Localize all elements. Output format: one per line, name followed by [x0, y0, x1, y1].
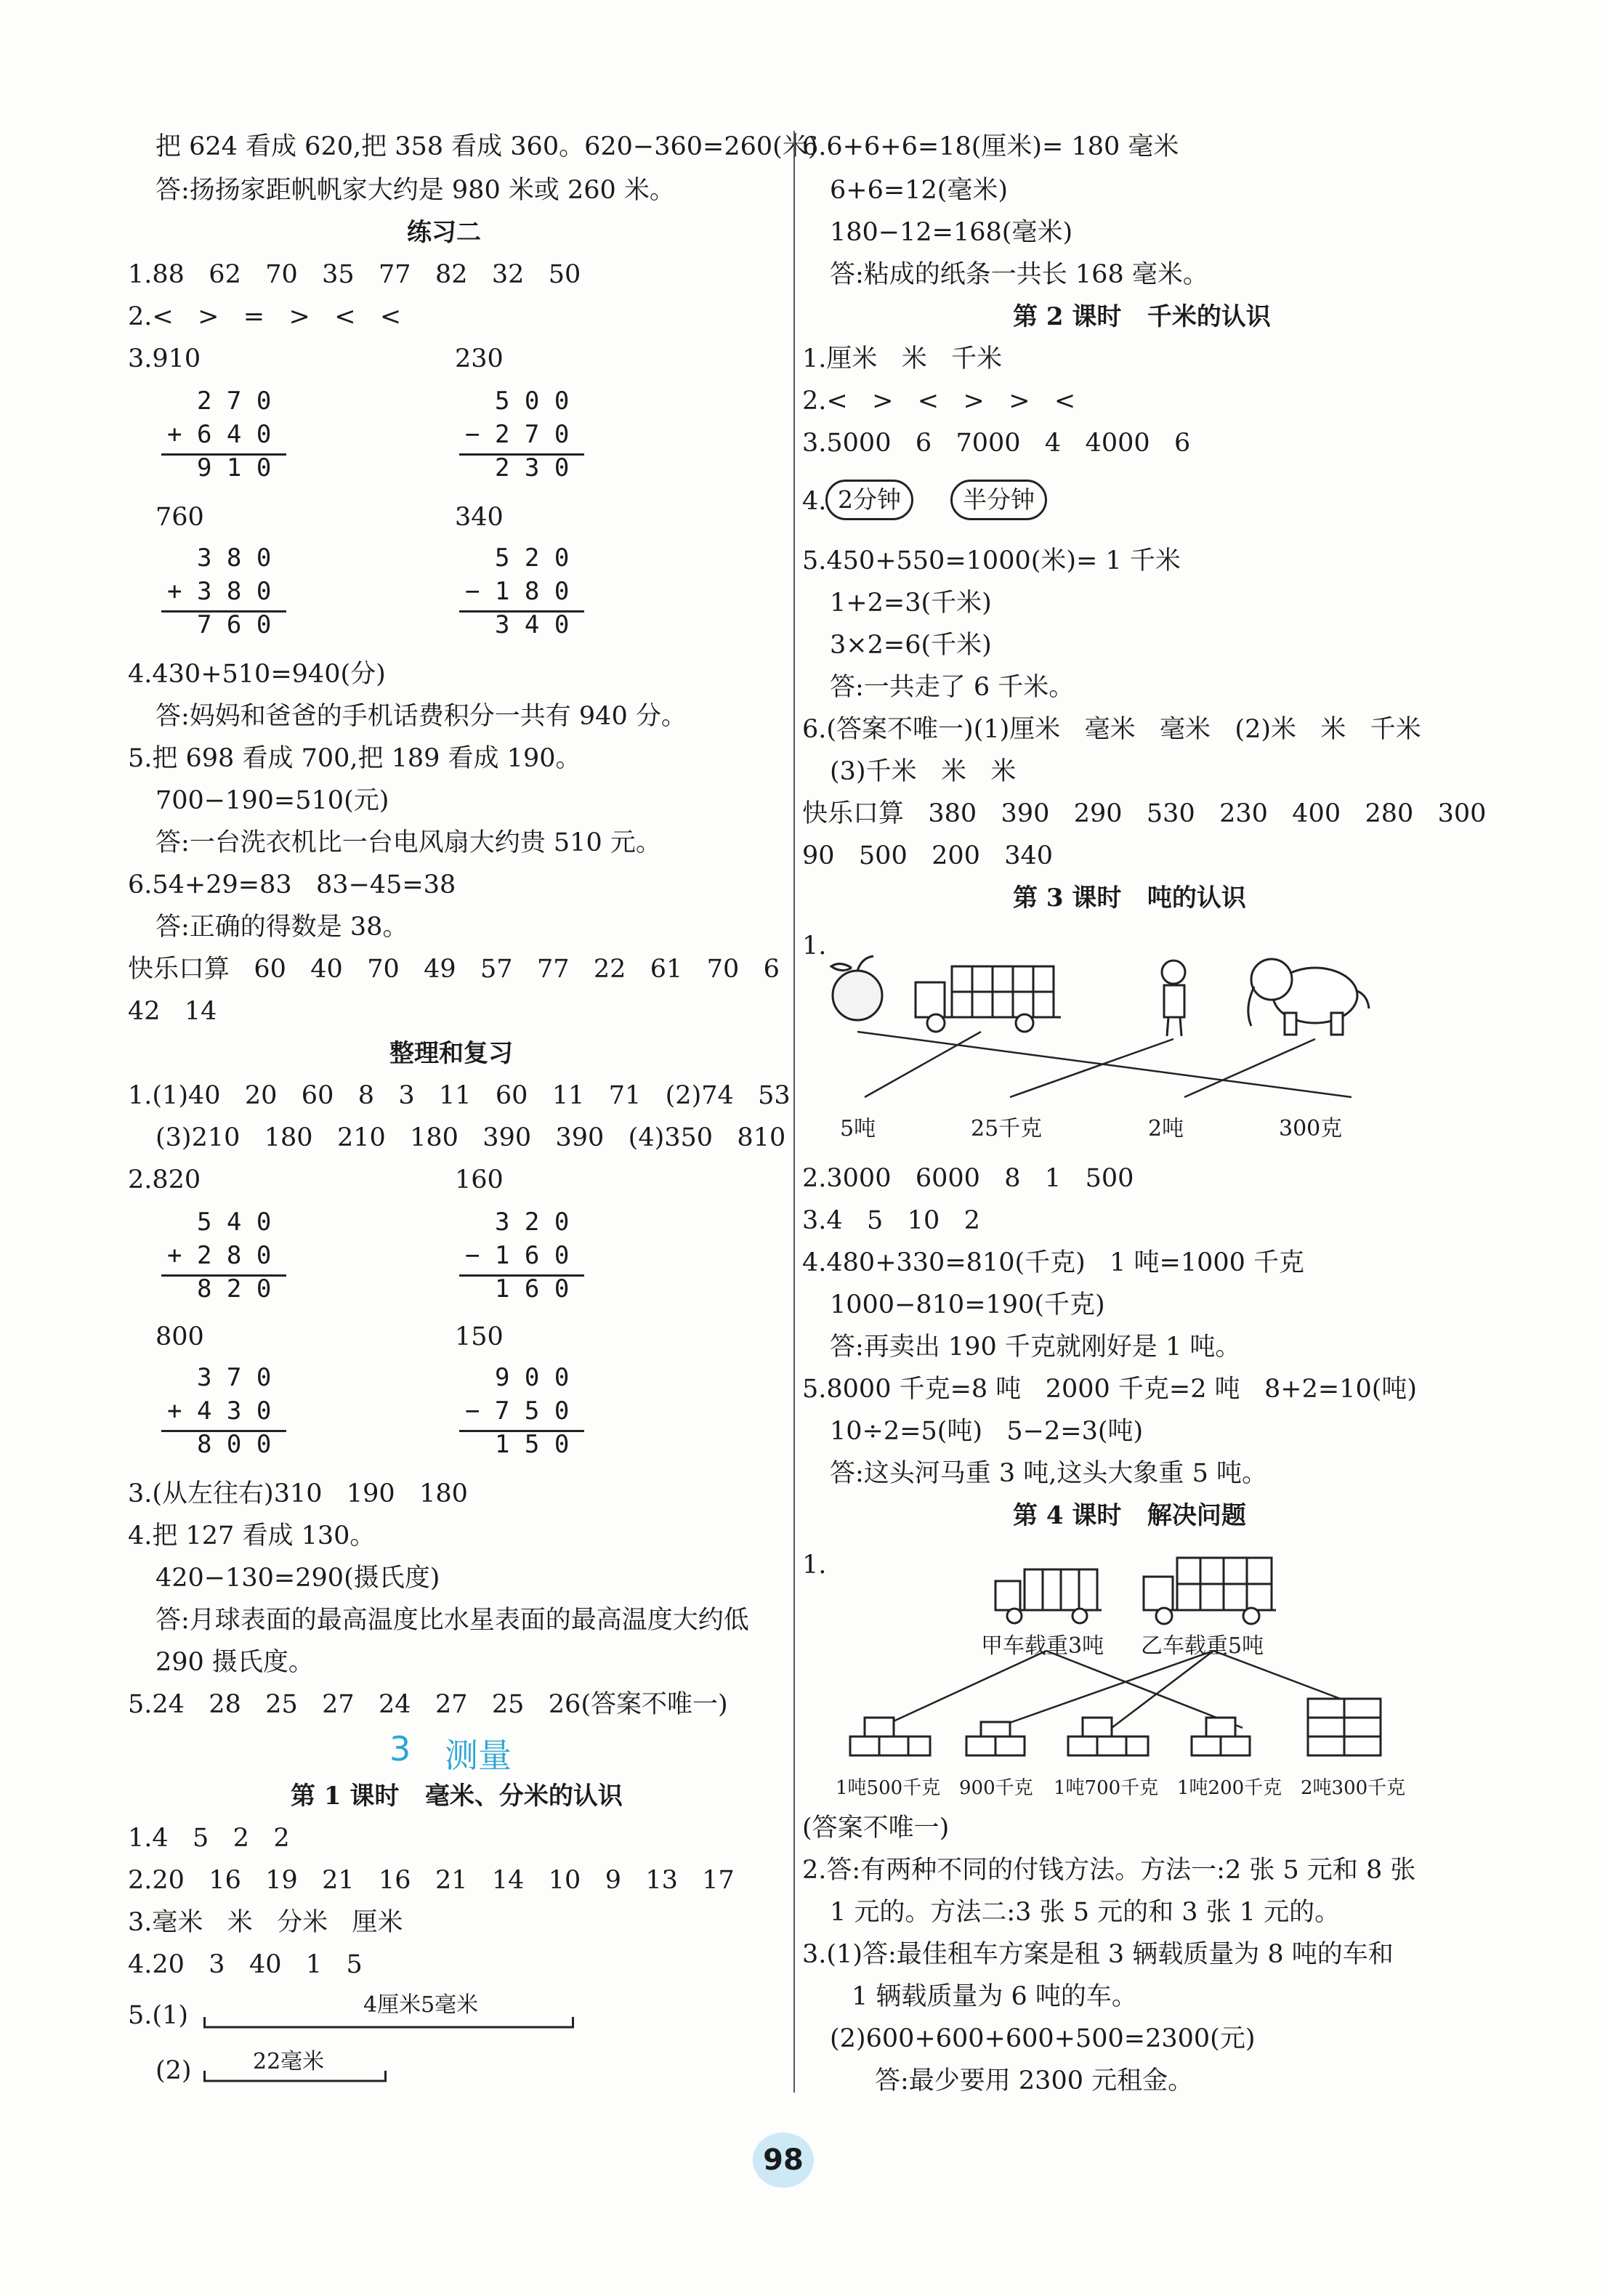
circled-answer: 半分钟 — [950, 480, 1047, 520]
calc-row: − 1 8 0 — [465, 577, 570, 606]
text-line: 快乐口算 60 40 70 49 57 77 22 61 70 6 — [128, 955, 780, 984]
text-line: 2.3000 6000 8 1 500 — [802, 1164, 1134, 1193]
section-title: 测量 — [445, 1736, 512, 1775]
calc-row: 3 8 0 — [167, 543, 272, 573]
line-segment-2 — [203, 2069, 387, 2084]
calc-row: 1 5 0 — [465, 1430, 570, 1459]
connector-lines — [879, 1651, 1344, 1728]
text-line: 快乐口算 380 390 290 530 230 400 280 300 — [802, 799, 1487, 828]
truck-a-label: 甲车载重3吨 — [981, 1633, 1104, 1659]
cargo-label: 1吨500千克 — [836, 1777, 941, 1799]
child-icon — [1162, 961, 1185, 1036]
text-line: (2) — [155, 2056, 192, 2085]
text-line: 3×2=6(千米) — [830, 631, 992, 660]
calc-row: + 2 8 0 — [167, 1241, 272, 1270]
answer-line: 1 元的。方法二:3 张 5 元的和 3 张 1 元的。 — [830, 1898, 1341, 1927]
answer-line: 答:扬扬家距帆帆家大约是 980 米或 260 米。 — [155, 176, 675, 205]
calc-row: − 7 5 0 — [465, 1396, 570, 1426]
calc-label: 800 — [155, 1322, 204, 1351]
truck-b-icon — [1144, 1558, 1276, 1624]
section-number: 3 — [389, 1729, 411, 1769]
weight-label: 5吨 — [840, 1116, 876, 1141]
text-line: 6.(答案不唯一)(1)厘米 毫米 毫米 (2)米 米 千米 — [802, 715, 1421, 744]
text-line: 5.24 28 25 27 24 27 25 26(答案不唯一) — [128, 1690, 728, 1719]
text-line: 5.450+550=1000(米)= 1 千米 — [802, 546, 1181, 575]
text-line: 2.20 16 19 21 16 21 14 10 9 13 17 — [128, 1866, 735, 1895]
calc-label: 3.910 — [128, 344, 201, 373]
text-line: (答案不唯一) — [802, 1814, 950, 1843]
apple-icon — [831, 956, 882, 1020]
answer-line: 答:这头河马重 3 吨,这头大象重 5 吨。 — [830, 1459, 1267, 1488]
cargo-label: 1吨200千克 — [1177, 1777, 1282, 1799]
calc-row: + 4 3 0 — [167, 1396, 272, 1426]
circled-answer: 2分钟 — [825, 480, 913, 520]
text-line: 4.480+330=810(千克) 1 吨=1000 千克 — [802, 1248, 1305, 1277]
calc-label: 230 — [455, 344, 504, 373]
answer-line: 答:一共走了 6 千米。 — [830, 673, 1075, 702]
answer-line: 2.答:有两种不同的付钱方法。方法一:2 张 5 元和 8 张 — [802, 1856, 1416, 1885]
text-line: 700−190=510(元) — [155, 786, 389, 815]
heading-zhengli: 整理和复习 — [389, 1039, 513, 1068]
truck-icon — [916, 966, 1061, 1032]
text-line: 1. — [802, 1551, 827, 1580]
calc-row: 8 2 0 — [167, 1274, 272, 1303]
text-line: 42 14 — [128, 997, 217, 1026]
calc-row: − 2 7 0 — [465, 420, 570, 449]
text-line: 1000−810=190(千克) — [830, 1290, 1105, 1319]
calc-row: + 3 8 0 — [167, 577, 272, 606]
heading-lesson-3: 第 3 课时 吨的认识 — [1013, 884, 1246, 913]
text-line: 90 500 200 340 — [802, 841, 1054, 870]
answer-line: 答:妈妈和爸爸的手机话费积分一共有 940 分。 — [155, 702, 687, 731]
text-line: 1. — [802, 931, 827, 961]
text-line: 1.厘米 米 千米 — [802, 344, 1003, 373]
truck-cargo-figure — [836, 1555, 1431, 1787]
calc-label: 2.820 — [128, 1165, 201, 1195]
answer-line: 290 摄氏度。 — [155, 1648, 314, 1677]
heading-lianxi-er: 练习二 — [407, 218, 481, 247]
heading-lesson-2: 第 2 课时 千米的认识 — [1013, 302, 1271, 331]
calc-row: 1 6 0 — [465, 1274, 570, 1303]
weight-label: 300克 — [1279, 1116, 1343, 1141]
calc-label: 340 — [455, 503, 504, 532]
text-line: 2.< > = > < < — [128, 302, 402, 331]
heading-lesson-4: 第 4 课时 解决问题 — [1013, 1501, 1246, 1530]
calc-row: 7 6 0 — [167, 610, 272, 639]
cargo-label: 1吨700千克 — [1054, 1777, 1159, 1799]
text-line: 4.把 127 看成 130。 — [128, 1521, 376, 1551]
weight-label: 2吨 — [1148, 1116, 1184, 1141]
calc-label: 760 — [155, 503, 204, 532]
segment-label: 22毫米 — [253, 2049, 325, 2074]
cargo-label: 2吨300千克 — [1301, 1777, 1406, 1799]
text-line: 6.54+29=83 83−45=38 — [128, 870, 456, 900]
text-line: 4.430+510=940(分) — [128, 660, 386, 689]
text-line: 420−130=290(摄氏度) — [155, 1564, 440, 1593]
text-line: 3.5000 6 7000 4 4000 6 — [802, 429, 1191, 458]
heading-lesson-1: 第 1 课时 毫米、分米的认识 — [291, 1782, 623, 1811]
calc-row: 3 4 0 — [465, 610, 570, 639]
text-line: 180−12=168(毫米) — [830, 218, 1073, 247]
text-line: 6.6+6+6=18(厘米)= 180 毫米 — [802, 132, 1179, 161]
calc-label: 160 — [455, 1165, 504, 1195]
answer-line: 答:月球表面的最高温度比水星表面的最高温度大约低 — [155, 1606, 749, 1635]
answer-line: 答:正确的得数是 38。 — [155, 913, 408, 942]
answer-line: 1 辆载质量为 6 吨的车。 — [852, 1982, 1137, 2011]
answer-line: 答:粘成的纸条一共长 168 毫米。 — [830, 260, 1208, 289]
calc-row: 2 3 0 — [465, 453, 570, 482]
calc-row: 2 7 0 — [167, 387, 272, 416]
text-line: 1.4 5 2 2 — [128, 1824, 290, 1853]
calc-row: 9 1 0 — [167, 453, 272, 482]
page-number: 98 — [753, 2133, 814, 2188]
cargo-boxes — [850, 1699, 1381, 1755]
calc-row: 3 2 0 — [465, 1208, 570, 1237]
text-line: 1+2=3(千米) — [830, 589, 992, 618]
calc-row: 3 7 0 — [167, 1363, 272, 1392]
text-line: 3.4 5 10 2 — [802, 1206, 980, 1235]
segment-label: 4厘米5毫米 — [363, 1992, 479, 2018]
answer-line: 答:再卖出 190 千克就刚好是 1 吨。 — [830, 1333, 1241, 1362]
calc-row: 5 2 0 — [465, 543, 570, 573]
calc-label: 150 — [455, 1322, 504, 1351]
truck-b-label: 乙车载重5吨 — [1141, 1633, 1264, 1659]
text-line: 1.88 62 70 35 77 82 32 50 — [128, 260, 581, 289]
text-line: 6+6=12(毫米) — [830, 176, 1009, 205]
text-line: 5.8000 千克=8 吨 2000 千克=2 吨 8+2=10(吨) — [802, 1375, 1418, 1404]
text-line: 5.(1) — [128, 2001, 188, 2030]
text-line: 5.把 698 看成 700,把 189 看成 190。 — [128, 744, 581, 773]
calc-row: + 6 4 0 — [167, 420, 272, 449]
text-line: 4. — [802, 487, 827, 516]
text-line: 把 624 看成 620,把 358 看成 360。620−360=260(米) — [155, 132, 818, 161]
text-line: (2)600+600+600+500=2300(元) — [830, 2024, 1256, 2053]
text-line: 3.(从左往右)310 190 180 — [128, 1479, 468, 1508]
text-line: 1.(1)40 20 60 8 3 11 60 11 71 (2)74 53 — [128, 1081, 791, 1110]
elephant-icon — [1248, 959, 1369, 1035]
column-divider — [793, 131, 795, 2093]
weight-label: 25千克 — [971, 1116, 1043, 1141]
calc-row: 9 0 0 — [465, 1363, 570, 1392]
text-line: 2.< > < > > < — [802, 387, 1076, 416]
text-line: 10÷2=5(吨) 5−2=3(吨) — [830, 1417, 1144, 1446]
calc-row: 5 4 0 — [167, 1208, 272, 1237]
text-line: 3.毫米 米 分米 厘米 — [128, 1908, 403, 1937]
line-segment-1 — [203, 2016, 574, 2030]
answer-line: 答:最少要用 2300 元租金。 — [875, 2066, 1194, 2095]
calc-row: 5 0 0 — [465, 387, 570, 416]
text-line: (3)千米 米 米 — [830, 757, 1017, 786]
answer-line: 答:一台洗衣机比一台电风扇大约贵 510 元。 — [155, 828, 661, 857]
calc-row: 8 0 0 — [167, 1430, 272, 1459]
answer-line: 3.(1)答:最佳租车方案是租 3 辆载质量为 8 吨的车和 — [802, 1940, 1394, 1969]
matching-lines — [857, 1032, 1352, 1097]
cargo-label: 900千克 — [959, 1777, 1033, 1799]
calc-row: − 1 6 0 — [465, 1241, 570, 1270]
text-line: (3)210 180 210 180 390 390 (4)350 810 — [155, 1123, 786, 1152]
text-line: 4.20 3 40 1 5 — [128, 1950, 363, 1979]
truck-a-icon — [995, 1569, 1102, 1623]
